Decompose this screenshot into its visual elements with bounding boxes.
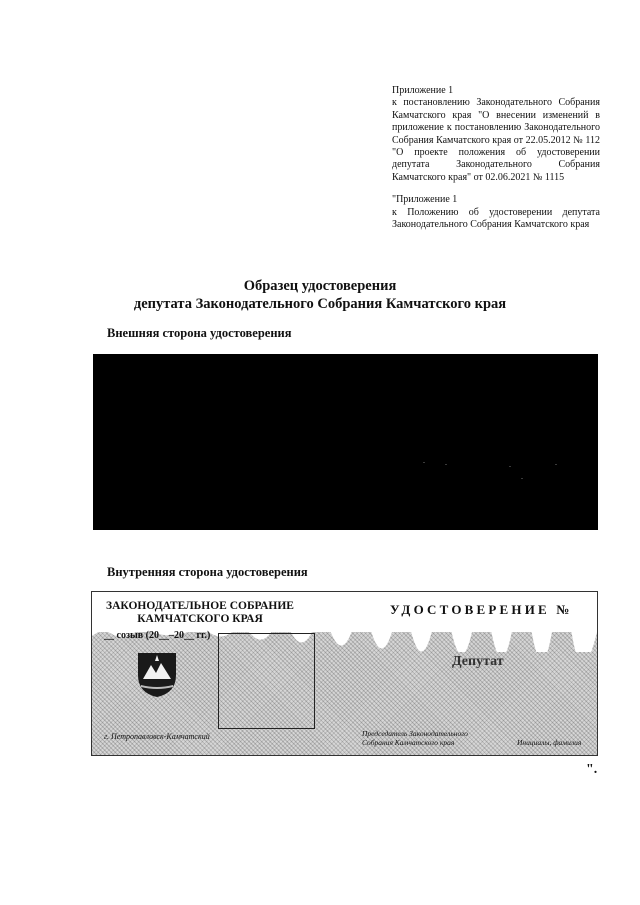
appendix-inner-text: к Положению об удостоверении депутата Законодательного Собрания Камчатского края	[392, 206, 600, 231]
scan-speck	[509, 466, 511, 467]
inner-side-label: Внутренняя сторона удостоверения	[107, 565, 308, 579]
closing-quote: ".	[586, 762, 598, 777]
scan-speck	[521, 478, 523, 479]
scan-speck	[423, 462, 425, 463]
document-title-line2: депутата Законодательного Собрания Камчатского края	[133, 296, 507, 312]
assembly-name-line1: ЗАКОНОДАТЕЛЬНОЕ СОБРАНИЕ	[106, 600, 294, 612]
appendix-title: Приложение 1	[392, 85, 454, 96]
photo-placeholder	[218, 633, 315, 729]
scan-speck	[555, 464, 557, 465]
deputy-label: Депутат	[452, 654, 504, 669]
chairman-caption-line2: Собрания Камчатского края	[362, 738, 455, 747]
scan-speck	[445, 464, 447, 465]
appendix-block	[392, 85, 600, 231]
chairman-caption-line1: Председатель Законодательного	[362, 729, 468, 738]
chairman-caption	[362, 729, 468, 747]
appendix-inner-title: "Приложение 1	[392, 194, 458, 206]
convocation-text: __ созыв (20__–20__ гг.)	[104, 630, 211, 641]
inner-side-card	[91, 591, 598, 756]
assembly-name-line2: КАМЧАТСКОГО КРАЯ	[137, 613, 263, 625]
city-text: г. Петропавловск-Камчатский	[104, 732, 210, 741]
certificate-title: УДОСТОВЕРЕНИЕ №	[390, 602, 573, 617]
outer-side-label: Внешняя сторона удостоверения	[107, 326, 292, 340]
signature-caption: Инициалы, фамилия	[517, 738, 582, 747]
document-title-line1: Образец удостоверения	[243, 278, 397, 294]
assembly-name	[100, 600, 300, 626]
appendix-resolution-text: к постановлению Законодательного Собрания Камчатского края "О внесении изменений в приложение к постановлению Законодательного Собрания Камчатского края от 22.05.2012 № 112 "О проекте положения об удостоверении депутата Законодательного Собрания Камчатского края" от 02.06.2021 № 1115	[392, 97, 600, 183]
outer-side-card	[93, 354, 598, 530]
coat-of-arms-icon	[134, 649, 180, 699]
